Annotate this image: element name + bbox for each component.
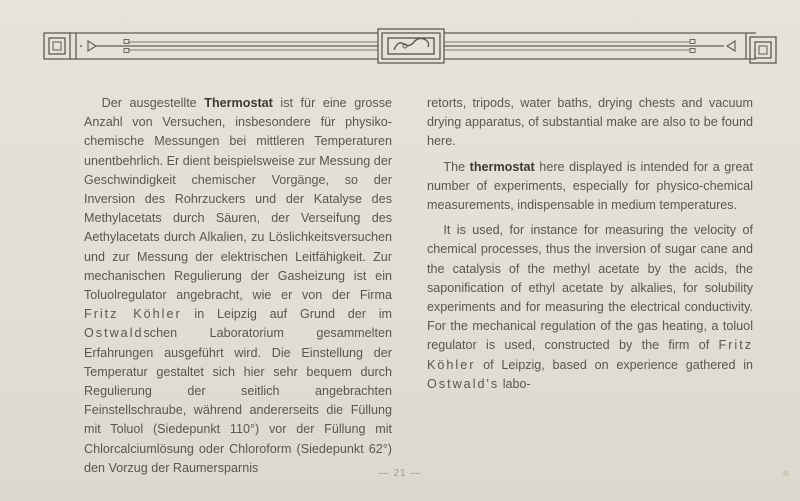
ostwald-name: Ostwald's (427, 376, 500, 391)
square-emblem-icon (44, 33, 70, 59)
text-run: here displayed is intended for a great number of experiments, especially for physico-chemical measurements, indispensable in medium temperatures. (427, 159, 753, 213)
ostwald-name: Ostwald (84, 326, 144, 341)
central-cartouche-icon (378, 29, 444, 63)
header-ornament (0, 0, 800, 80)
ornamental-header (0, 0, 800, 80)
german-text-column (84, 94, 392, 478)
text-run: of Leipzig, based on experience gathered in (475, 357, 753, 372)
german-paragraph (84, 94, 392, 478)
english-text-column (427, 94, 753, 394)
triangle-right-icon (88, 41, 96, 51)
text-run: The (443, 159, 470, 174)
english-paragraph-3 (427, 221, 753, 394)
triangle-left-icon (727, 41, 735, 51)
text-run: ist für eine grosse Anzahl von Versuchen, insbesondere für physiko-chemische Messungen bei mittleren Temperaturen unentbehrlich. Er dient beispielsweise zur Messung der Geschwindigkeit chemischer Vorgänge, so der Inversion des Rohrzuckers und der Katalyse des Methylacetats durch Säuren, der Verseifung des Aethylacetats durch Alkalien, zu Löslichkeitsversuchen und zur Messung der elektrischen Leitfähigkeit. Zur mechanischen Regulierung der Gasheizung ist ein Toluolregulator angebracht, wie er von der Firma (84, 96, 393, 303)
text-run: schen Laboratorium gesammelten Erfahrungen ausgeführt wird. Die Einstellung der Temperatur gestaltet sich hier sehr bequem durch Regulierung der seitlich angebrachten Feinstellschraube, während andererseits die Füllung mit Toluol (Siedepunkt 110°) vor der Füllung mit Chlorcalciumlösung oder Chloroform (Siedepunkt 62°) den Vorzug der Raumersparnis (84, 326, 392, 475)
text-run: It is used, for instance for measuring the velocity of chemical processes, thus the inversion of sugar cane and the catalysis of the methyl acetate by the acids, the saponification of ethyl acetate by alkalies, for solubility experiments and for measuring the electrical conductivity. For the mechanical regulation of the gas heating, a toluol regulator is used, constructed by the firm of (427, 223, 753, 353)
text-run: labo- (499, 376, 531, 391)
paper-spot (783, 470, 789, 476)
keyword-thermostat: thermostat (469, 159, 535, 174)
text-run: Der ausgestellte (101, 96, 205, 110)
keyword-thermostat: Thermostat (204, 96, 273, 110)
firm-name: Fritz Köhler (427, 338, 753, 372)
english-paragraph-2 (427, 158, 753, 216)
text-run: in Leipzig auf Grund der im (181, 307, 392, 322)
english-paragraph-1: retorts, tripods, water baths, drying chests and vacuum drying apparatus, of substantial make are also to be found here. (427, 96, 753, 149)
page-number: — 21 — (378, 468, 422, 479)
firm-name: Fritz Köhler (84, 307, 182, 322)
